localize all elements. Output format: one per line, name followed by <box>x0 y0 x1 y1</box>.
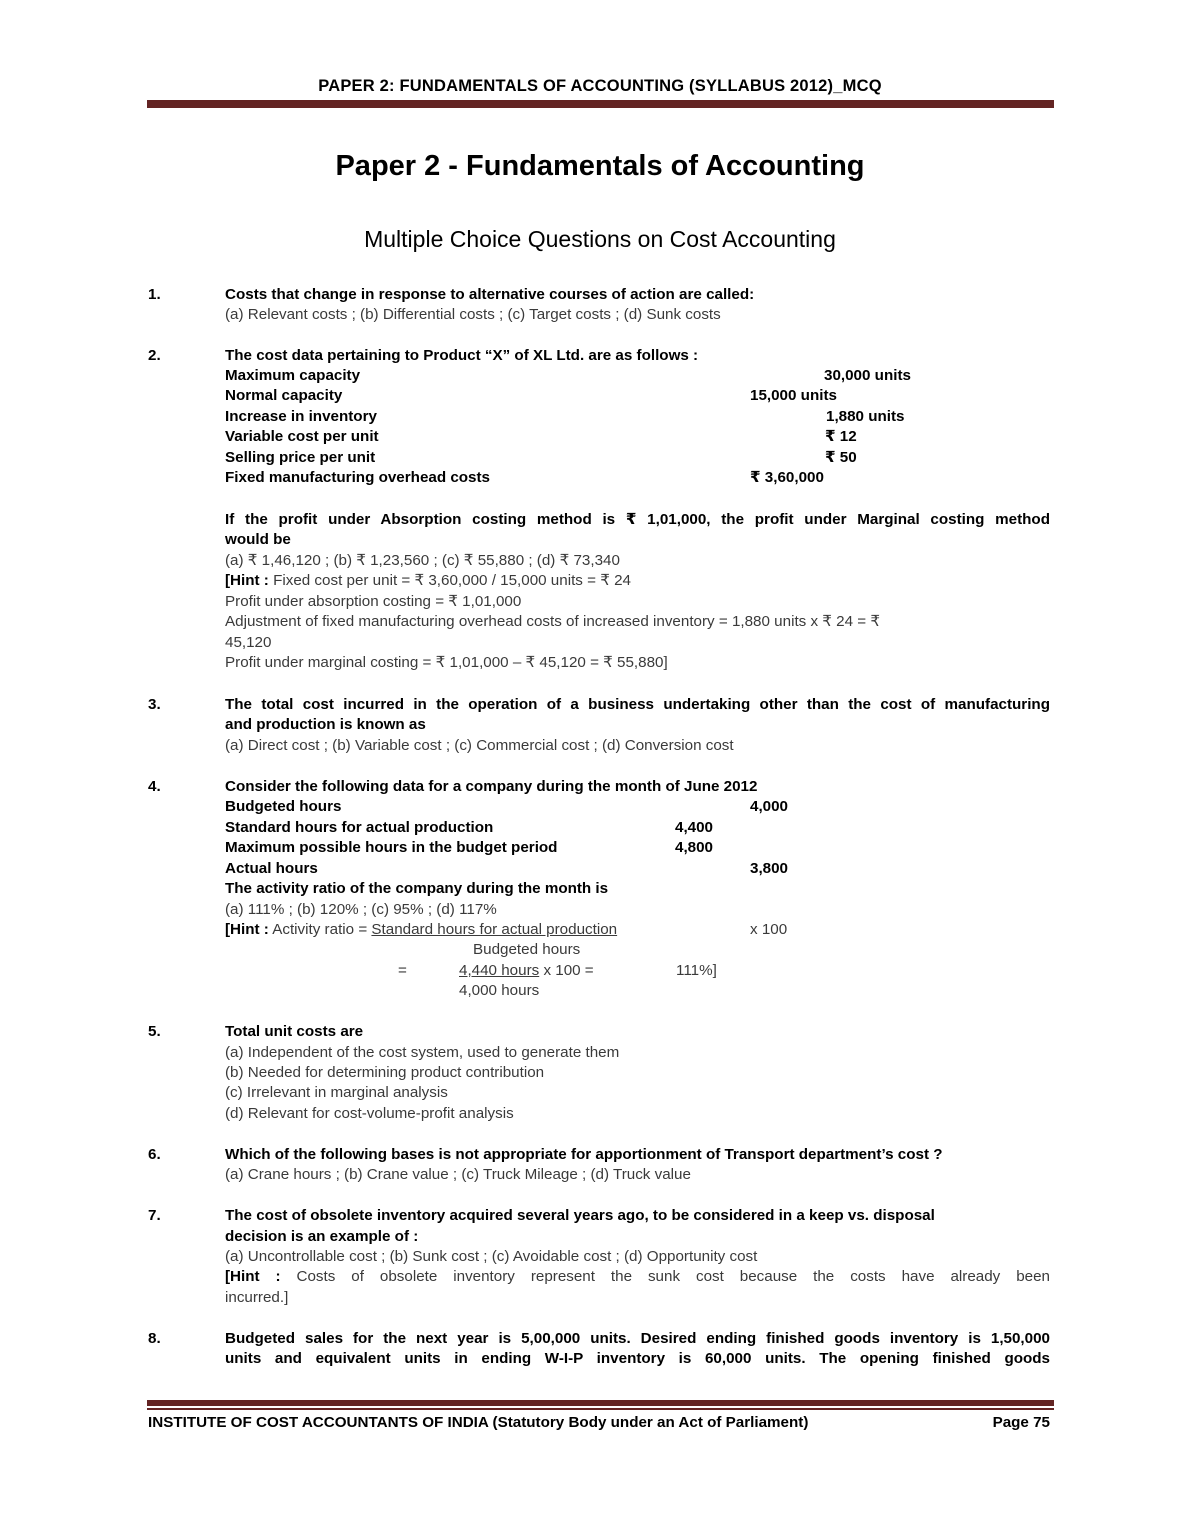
hint-text: Profit under marginal costing = ₹ 1,01,000 – ₹ 45,120 = ₹ 55,880] <box>225 654 668 671</box>
question-options: (a) Uncontrollable cost ; (b) Sunk cost ; (c) Avoidable cost ; (d) Opportunity cost <box>225 1248 758 1265</box>
data-label: Fixed manufacturing overhead costs <box>225 469 491 486</box>
hint-denominator: Budgeted hours <box>473 941 581 958</box>
data-value: 1,880 units <box>826 408 905 425</box>
data-label: Selling price per unit <box>225 449 376 466</box>
hint-calc-numerator: 4,440 hours <box>459 962 540 979</box>
question-text: units and equivalent units in ending W-I-P inventory is 60,000 units. The opening finished goods <box>225 1350 1050 1367</box>
data-label: Standard hours for actual production <box>225 819 494 836</box>
question-number: 4. <box>148 778 161 795</box>
data-label: Increase in inventory <box>225 408 377 425</box>
hint <box>225 920 617 941</box>
data-value: 30,000 units <box>824 367 911 384</box>
hint-calc-rest: x 100 = <box>539 962 594 979</box>
hint-text: incurred.] <box>225 1289 289 1306</box>
data-label: Maximum capacity <box>225 367 361 384</box>
data-value: ₹ 3,60,000 <box>750 469 824 486</box>
hint-label: [Hint : <box>225 572 269 589</box>
hint-text: 45,120 <box>225 634 272 651</box>
hint-text: Fixed cost per unit = ₹ 3,60,000 / 15,000 units = ₹ 24 <box>268 572 631 589</box>
hint-text: Activity ratio = <box>268 921 372 938</box>
page-title: Paper 2 - Fundamentals of Accounting <box>335 150 865 182</box>
question-options: (a) Crane hours ; (b) Crane value ; (c) Truck Mileage ; (d) Truck value <box>225 1166 691 1183</box>
data-label: Variable cost per unit <box>225 428 379 445</box>
data-value: ₹ 12 <box>825 428 857 445</box>
question-options: (a) Direct cost ; (b) Variable cost ; (c) Commercial cost ; (d) Conversion cost <box>225 737 734 754</box>
data-label: Actual hours <box>225 860 318 877</box>
option-d: (d) Relevant for cost-volume-profit analysis <box>225 1105 514 1122</box>
data-value: 4,800 <box>675 839 714 856</box>
hint <box>225 571 631 592</box>
question-text: would be <box>225 531 291 548</box>
question-number: 6. <box>148 1146 161 1163</box>
question-text: and production is known as <box>225 716 426 733</box>
hint-text: Profit under absorption costing = ₹ 1,01,000 <box>225 593 522 610</box>
header-divider <box>147 100 1054 108</box>
hint-calc <box>459 961 594 982</box>
question-text: decision is an example of : <box>225 1228 419 1245</box>
question-options: (a) 111% ; (b) 120% ; (c) 95% ; (d) 117% <box>225 901 497 918</box>
question-text: Budgeted sales for the next year is 5,00,000 units. Desired ending finished goods inventory is 1,50,000 <box>225 1330 1050 1347</box>
question-options: (a) ₹ 1,46,120 ; (b) ₹ 1,23,560 ; (c) ₹ 55,880 ; (d) ₹ 73,340 <box>225 552 620 569</box>
footer-divider-thin <box>147 1408 1054 1410</box>
hint-label: [Hint : <box>225 1268 281 1285</box>
page-number: Page 75 <box>992 1414 1050 1431</box>
data-label: Maximum possible hours in the budget period <box>225 839 558 856</box>
data-label: Normal capacity <box>225 387 343 404</box>
option-a: (a) Independent of the cost system, used to generate them <box>225 1044 620 1061</box>
hint-result: 111%] <box>676 962 717 979</box>
hint-multiplier: x 100 <box>750 921 788 938</box>
question-number: 2. <box>148 347 161 364</box>
question-number: 8. <box>148 1330 161 1347</box>
question-text: Which of the following bases is not appropriate for apportionment of Transport department’s cost ? <box>225 1146 943 1163</box>
hint-text: Costs of obsolete inventory represent the sunk cost because the costs have already been <box>280 1268 1050 1285</box>
page-subtitle: Multiple Choice Questions on Cost Accounting <box>364 226 836 252</box>
footer-divider <box>147 1400 1054 1406</box>
hint-numerator: Standard hours for actual production <box>371 921 618 938</box>
question-number: 7. <box>148 1207 161 1224</box>
question-text: Total unit costs are <box>225 1023 364 1040</box>
question-text: The total cost incurred in the operation of a business undertaking other than the cost of manufacturing <box>225 696 1050 713</box>
data-value: 15,000 units <box>750 387 837 404</box>
hint-equals: = <box>398 962 407 979</box>
question-number: 5. <box>148 1023 161 1040</box>
data-value: 4,400 <box>675 819 714 836</box>
question-text: The activity ratio of the company during the month is <box>225 880 609 897</box>
footer-institute: INSTITUTE OF COST ACCOUNTANTS OF INDIA (Statutory Body under an Act of Parliament) <box>148 1414 809 1431</box>
option-b: (b) Needed for determining product contribution <box>225 1064 545 1081</box>
hint-text: Adjustment of fixed manufacturing overhead costs of increased inventory = 1,880 units x ₹ 24 = ₹ <box>225 613 881 630</box>
option-c: (c) Irrelevant in marginal analysis <box>225 1084 448 1101</box>
data-value: 4,000 <box>750 798 789 815</box>
question-text: Consider the following data for a company during the month of June 2012 <box>225 778 758 795</box>
question-number: 3. <box>148 696 161 713</box>
data-value: ₹ 50 <box>825 449 857 466</box>
question-text: The cost of obsolete inventory acquired several years ago, to be considered in a keep vs. disposal <box>225 1207 935 1224</box>
data-value: 3,800 <box>750 860 789 877</box>
hint-label: [Hint : <box>225 921 269 938</box>
question-text: The cost data pertaining to Product “X” of XL Ltd. are as follows : <box>225 347 699 364</box>
question-text: Costs that change in response to alternative courses of action are called: <box>225 286 755 303</box>
running-header: PAPER 2: FUNDAMENTALS OF ACCOUNTING (SYLLABUS 2012)_MCQ <box>318 77 882 95</box>
question-text: If the profit under Absorption costing method is ₹ 1,01,000, the profit under Marginal costing method <box>225 511 1050 528</box>
hint <box>225 1267 1050 1288</box>
data-label: Budgeted hours <box>225 798 342 815</box>
hint-calc-denominator: 4,000 hours <box>459 982 540 999</box>
question-number: 1. <box>148 286 161 303</box>
question-options: (a) Relevant costs ; (b) Differential costs ; (c) Target costs ; (d) Sunk costs <box>225 306 721 323</box>
